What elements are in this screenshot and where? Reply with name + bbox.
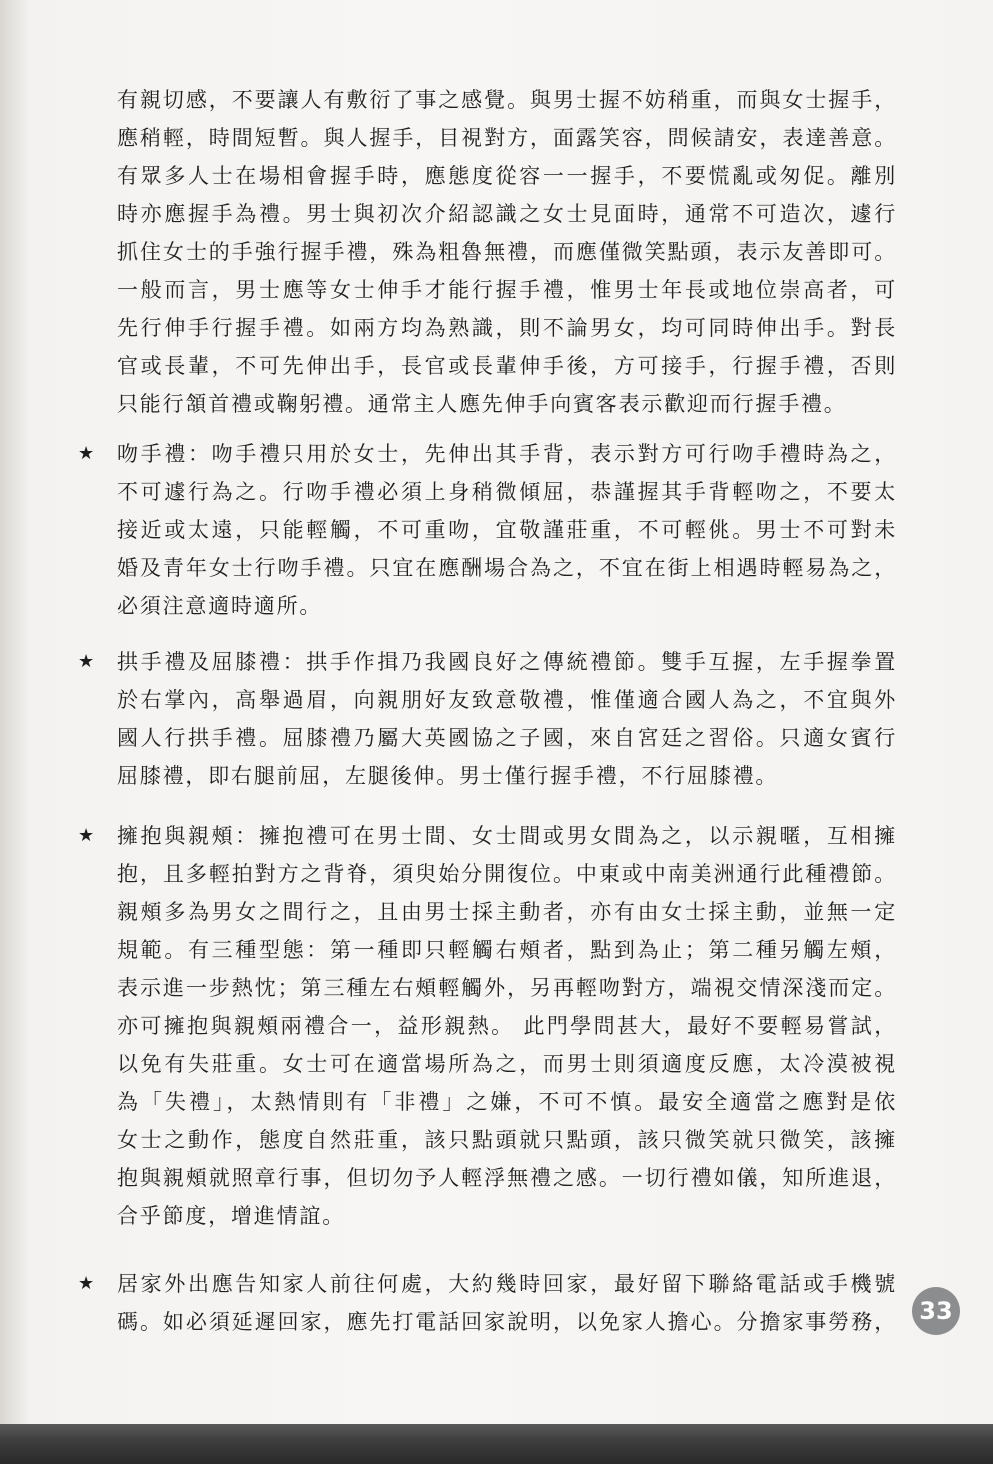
paragraph-handshake-continued: [117, 81, 897, 423]
text-line: 屈膝禮，即右腿前屈，左腿後伸。男士僅行握手禮，不行屈膝禮。: [117, 764, 779, 788]
page-gutter-shadow: [0, 0, 30, 1424]
text-line: 規範。有三種型態：第一種即只輕觸右頰者，點到為止；第二種另觸左頰，: [117, 938, 897, 962]
text-line: 於右掌內，高舉過眉，向親朋好友致意敬禮，惟僅適合國人為之，不宜與外: [117, 688, 897, 712]
text-line: 有眾多人士在場相會握手時，應態度從容一一握手，不要慌亂或匆促。離別: [117, 164, 897, 188]
text-line: 抱，且多輕拍對方之背脊，須臾始分開復位。中東或中南美洲通行此種禮節。: [117, 862, 897, 886]
text-line: 婚及青年女士行吻手禮。只宜在應酬場合為之，不宜在街上相遇時輕易為之，: [117, 556, 897, 580]
text-line: 時亦應握手為禮。男士與初次介紹認識之女士見面時，通常不可造次，遽行: [117, 202, 897, 226]
text-line: 一般而言，男士應等女士伸手才能行握手禮，惟男士年長或地位崇高者，可: [117, 278, 897, 302]
text-line: 接近或太遠，只能輕觸，不可重吻，宜敬謹莊重，不可輕佻。男士不可對未: [117, 518, 897, 542]
text-line: 碼。如必須延遲回家，應先打電話回家說明，以免家人擔心。分擔家事勞務，: [117, 1310, 897, 1334]
text-line: 官或長輩，不可先伸出手，長官或長輩伸手後，方可接手，行握手禮，否則: [117, 354, 897, 378]
scanner-edge: [0, 1424, 993, 1464]
text-line: 親頰多為男女之間行之，且由男士採主動者，亦有由女士採主動，並無一定: [117, 900, 897, 924]
page-number-badge: 33: [912, 1287, 960, 1335]
text-line: 抓住女士的手強行握手禮，殊為粗魯無禮，而應僅微笑點頭，表示友善即可。: [117, 240, 897, 264]
text-line: 表示進一步熱忱；第三種左右頰輕觸外，另再輕吻對方，端視交情深淺而定。: [117, 976, 897, 1000]
bullet-star-icon: ★: [78, 825, 95, 846]
paragraph-hug-cheek: [117, 817, 897, 1235]
text-line: 抱與親頰就照章行事，但切勿予人輕浮無禮之感。一切行禮如儀，知所進退，: [117, 1166, 897, 1190]
text-line: 亦可擁抱與親頰兩禮合一，益形親熱。 此門學問甚大，最好不要輕易嘗試，: [117, 1014, 897, 1038]
paragraph-leaving-home: [117, 1265, 897, 1341]
text-line: 合乎節度，增進情誼。: [117, 1204, 345, 1228]
text-line: 必須注意適時適所。: [117, 594, 323, 618]
text-line: 以免有失莊重。女士可在適當場所為之，而男士則須適度反應，太冷漠被視: [117, 1052, 897, 1076]
bullet-star-icon: ★: [78, 651, 95, 672]
paragraph-hand-kiss: [117, 435, 897, 625]
bullet-star-icon: ★: [78, 443, 95, 464]
text-line: 拱手禮及屈膝禮：拱手作揖乃我國良好之傳統禮節。雙手互握，左手握拳置: [117, 650, 897, 674]
paragraph-gongshou-curtsy: [117, 643, 897, 795]
text-line: 女士之動作，態度自然莊重，該只點頭就只點頭，該只微笑就只微笑，該擁: [117, 1128, 897, 1152]
text-line: 擁抱與親頰：擁抱禮可在男士間、女士間或男女間為之，以示親暱，互相擁: [117, 824, 897, 848]
bullet-star-icon: ★: [78, 1273, 95, 1294]
text-line: 有親切感，不要讓人有敷衍了事之感覺。與男士握不妨稍重，而與女士握手，: [117, 88, 897, 112]
text-line: 吻手禮：吻手禮只用於女士，先伸出其手背，表示對方可行吻手禮時為之，: [117, 442, 897, 466]
text-line: 先行伸手行握手禮。如兩方均為熟識，則不論男女，均可同時伸出手。對長: [117, 316, 897, 340]
text-line: 國人行拱手禮。屈膝禮乃屬大英國協之子國，來自宮廷之習俗。只適女賓行: [117, 726, 897, 750]
text-line: 為「失禮」，太熱情則有「非禮」之嫌，不可不慎。最安全適當之應對是依: [117, 1090, 897, 1114]
text-line: 居家外出應告知家人前往何處，大約幾時回家，最好留下聯絡電話或手機號: [117, 1272, 897, 1296]
text-line: 不可遽行為之。行吻手禮必須上身稍微傾屈，恭謹握其手背輕吻之，不要太: [117, 480, 897, 504]
text-line: 只能行頷首禮或鞠躬禮。通常主人應先伸手向賓客表示歡迎而行握手禮。: [117, 392, 847, 416]
text-line: 應稍輕，時間短暫。與人握手，目視對方，面露笑容，問候請安，表達善意。: [117, 126, 897, 150]
